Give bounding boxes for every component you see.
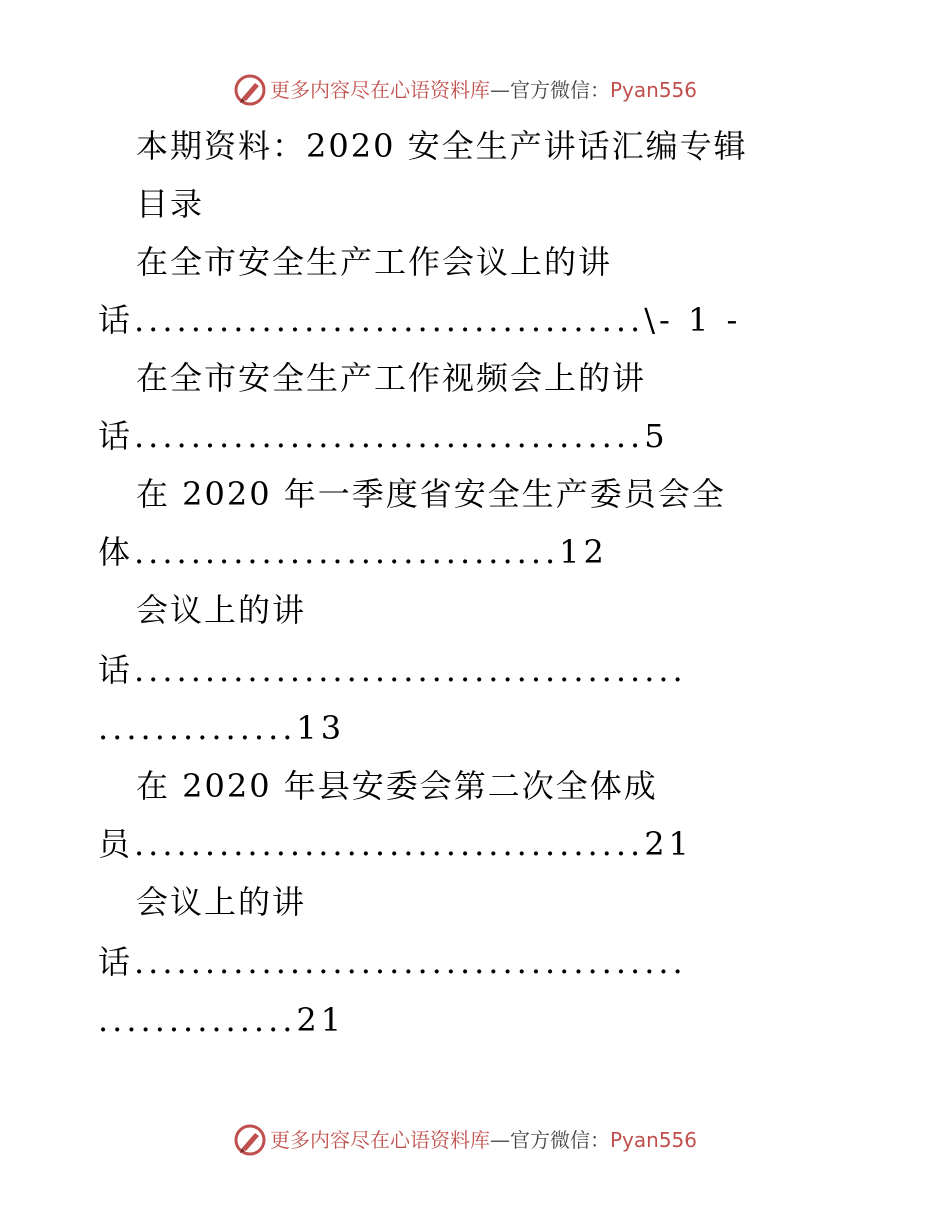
watermark-text (270, 1128, 697, 1152)
pen-logo-icon (233, 73, 267, 107)
watermark-dash: — (490, 1128, 510, 1152)
toc-line: 话....................................5 (98, 417, 669, 455)
toc-line: 员....................................21 (98, 825, 693, 863)
footer-watermark (0, 1120, 950, 1160)
watermark-id: Pyan556 (610, 1128, 698, 1152)
document-heading: 本期资料：2020 安全生产讲话汇编专辑 (136, 127, 748, 165)
watermark-text (270, 78, 697, 102)
toc-line: 体..............................12 (98, 533, 608, 571)
toc-line: 话....................................... (98, 943, 687, 981)
toc-line: 在 2020 年一季度省安全生产委员会全 (136, 475, 726, 513)
toc-line: 话....................................\- 1 - (98, 301, 742, 339)
header-watermark (0, 70, 950, 110)
pen-logo-icon (233, 1123, 267, 1157)
toc-title: 目录 (136, 185, 205, 223)
toc-line: 话....................................... (98, 651, 687, 689)
watermark-id: Pyan556 (610, 78, 698, 102)
toc-line: 在全市安全生产工作视频会上的讲 (136, 359, 647, 397)
watermark-dash: — (490, 78, 510, 102)
toc-line: ..............13 (98, 709, 346, 747)
toc-line: 会议上的讲 (136, 591, 307, 629)
toc-line: 在全市安全生产工作会议上的讲 (136, 243, 613, 281)
toc-line: 在 2020 年县安委会第二次全体成 (136, 767, 658, 805)
toc-line: 会议上的讲 (136, 883, 307, 921)
watermark-label: 官方微信： (510, 1128, 610, 1152)
toc-line: ..............21 (98, 1001, 346, 1039)
watermark-slogan: 更多内容尽在心语资料库 (270, 78, 490, 102)
watermark-slogan: 更多内容尽在心语资料库 (270, 1128, 490, 1152)
watermark-label: 官方微信： (510, 78, 610, 102)
